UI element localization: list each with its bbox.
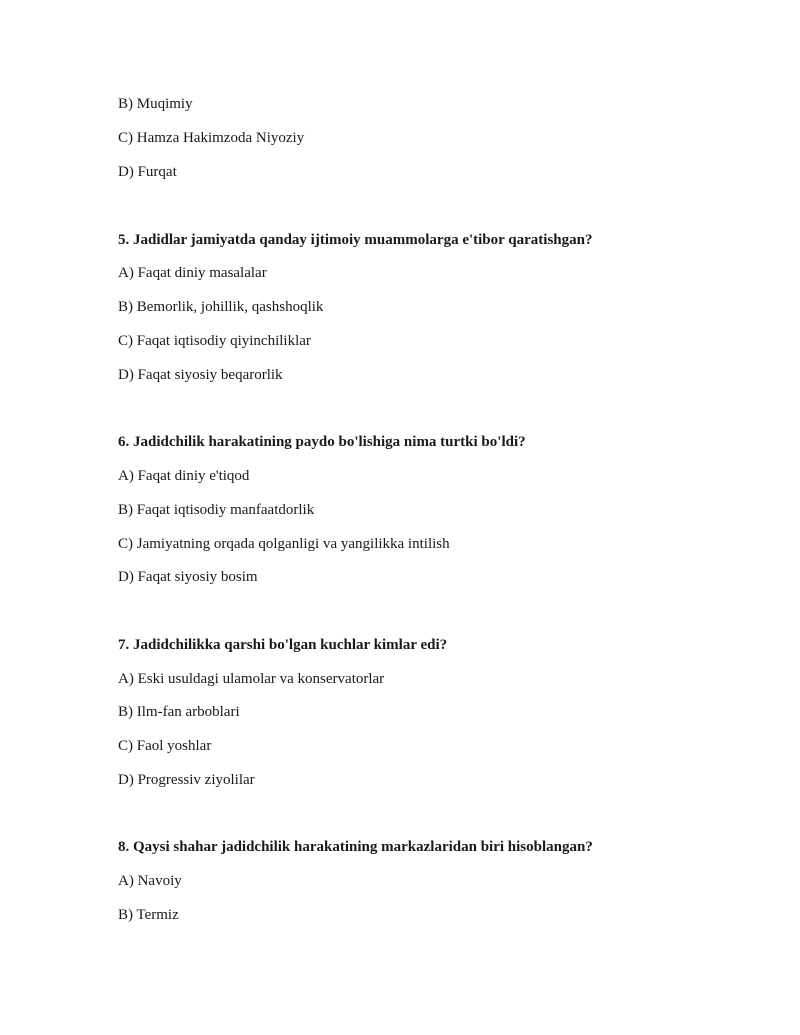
q4-option-c: C) Hamza Hakimzoda Niyoziy [118, 130, 305, 146]
question-5: 5. Jadidlar jamiyatda qanday ijtimoiy muammolarga e'tibor qaratishgan? [118, 232, 593, 248]
q5-option-d: D) Faqat siyosiy beqarorlik [118, 367, 283, 383]
q5-option-a: A) Faqat diniy masalalar [118, 265, 267, 281]
q4-option-b: B) Muqimiy [118, 96, 193, 112]
q6-option-d: D) Faqat siyosiy bosim [118, 569, 258, 585]
q5-option-b: B) Bemorlik, johillik, qashshoqlik [118, 299, 324, 315]
question-6: 6. Jadidchilik harakatining paydo bo'lishiga nima turtki bo'ldi? [118, 434, 526, 450]
q8-option-a: A) Navoiy [118, 873, 182, 889]
question-7: 7. Jadidchilikka qarshi bo'lgan kuchlar kimlar edi? [118, 637, 448, 653]
q6-option-c: C) Jamiyatning orqada qolganligi va yangilikka intilish [118, 536, 450, 552]
q5-option-c: C) Faqat iqtisodiy qiyinchiliklar [118, 333, 311, 349]
q7-option-c: C) Faol yoshlar [118, 738, 212, 754]
q6-option-b: B) Faqat iqtisodiy manfaatdorlik [118, 502, 315, 518]
q7-option-b: B) Ilm-fan arboblari [118, 704, 240, 720]
q4-option-d: D) Furqat [118, 164, 177, 180]
q7-option-d: D) Progressiv ziyolilar [118, 772, 255, 788]
question-8: 8. Qaysi shahar jadidchilik harakatining markazlaridan biri hisoblangan? [118, 839, 593, 855]
q7-option-a: A) Eski usuldagi ulamolar va konservatorlar [118, 671, 385, 687]
q6-option-a: A) Faqat diniy e'tiqod [118, 468, 250, 484]
q8-option-b: B) Termiz [118, 907, 179, 923]
